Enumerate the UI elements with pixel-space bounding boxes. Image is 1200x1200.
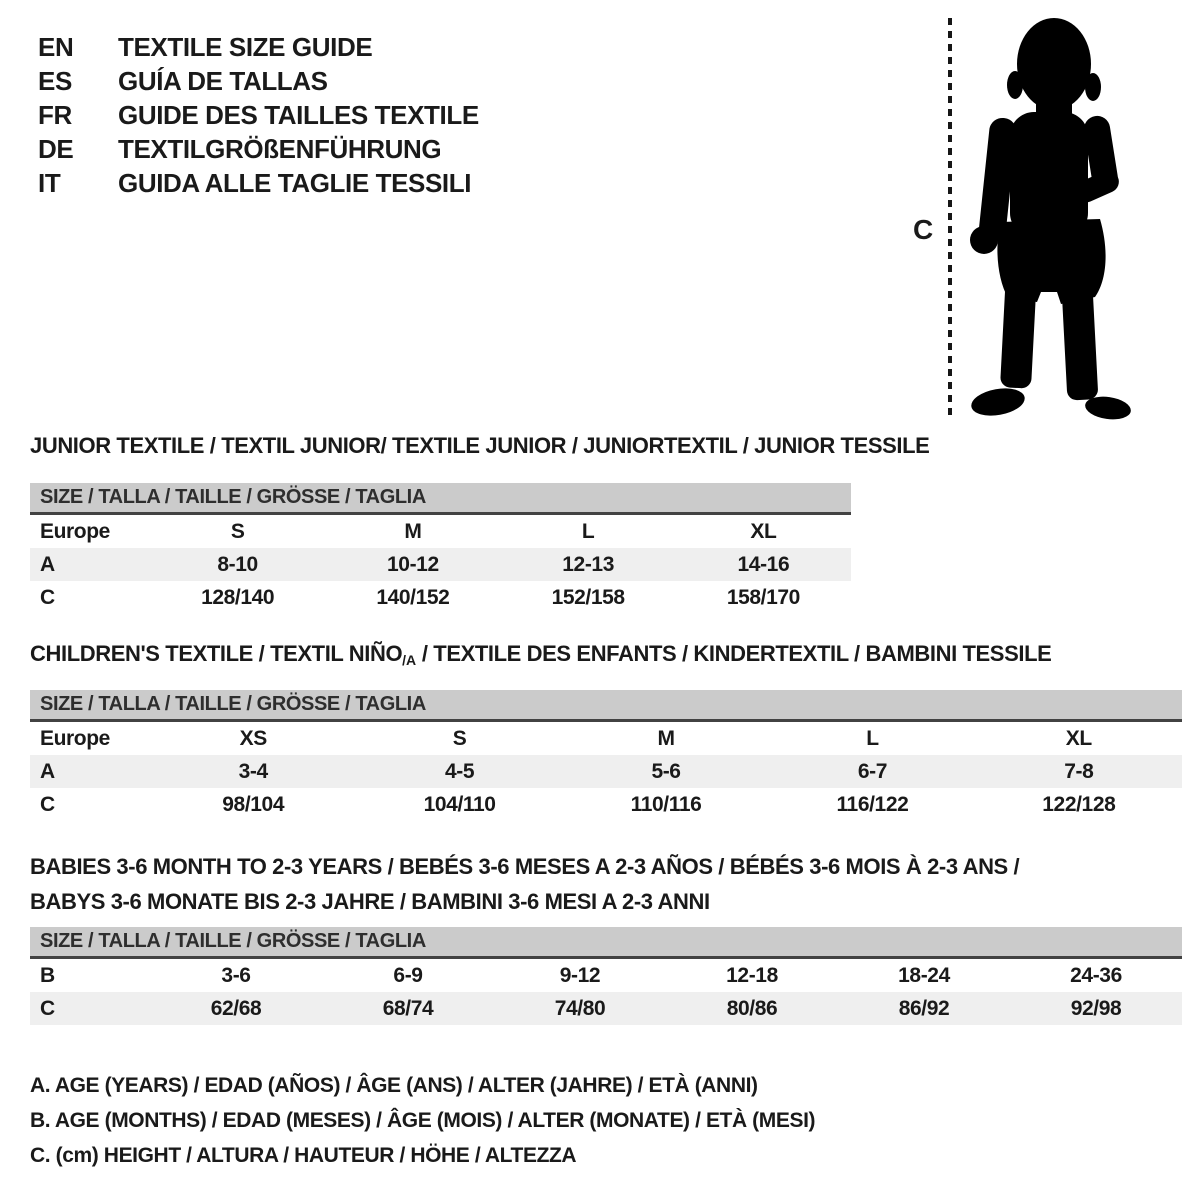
height-measure-dashed-line bbox=[948, 18, 952, 416]
height-cell: 122/128 bbox=[1042, 793, 1116, 816]
size-header-bar: SIZE / TALLA / TAILLE / GRÖSSE / TAGLIA bbox=[30, 927, 1182, 959]
size-cell: XL bbox=[750, 520, 777, 543]
height-cell: 158/170 bbox=[726, 586, 800, 609]
height-cell: 86/92 bbox=[898, 997, 950, 1020]
footnote-legend bbox=[30, 1068, 815, 1173]
size-cell: XS bbox=[239, 727, 267, 750]
height-cell: 80/86 bbox=[726, 997, 778, 1020]
size-header-bar: SIZE / TALLA / TAILLE / GRÖSSE / TAGLIA bbox=[30, 690, 1182, 722]
table-row bbox=[30, 992, 1182, 1025]
size-header-bar: SIZE / TALLA / TAILLE / GRÖSSE / TAGLIA bbox=[30, 483, 851, 515]
row-label: C bbox=[40, 997, 55, 1020]
children-title-suffix: / TEXTILE DES ENFANTS / KINDERTEXTIL / BAMBINI TESSILE bbox=[416, 641, 1052, 666]
footnote-age-months: B. AGE (MONTHS) / EDAD (MESES) / ÂGE (MOIS) / ALTER (MONATE) / ETÀ (MESI) bbox=[30, 1109, 816, 1132]
language-code: FR bbox=[38, 100, 72, 130]
row-label: C bbox=[40, 586, 55, 609]
footnote-height-cm: C. (cm) HEIGHT / ALTURA / HAUTEUR / HÖHE / ALTEZZA bbox=[30, 1144, 577, 1167]
language-row-en bbox=[38, 30, 479, 64]
row-label: A bbox=[40, 760, 55, 783]
table-row bbox=[30, 722, 1182, 755]
height-cell: 92/98 bbox=[1070, 997, 1122, 1020]
size-cell: XL bbox=[1065, 727, 1092, 750]
language-row-it bbox=[38, 166, 479, 200]
size-cell: S bbox=[452, 727, 467, 750]
size-cell: M bbox=[657, 727, 675, 750]
row-label: C bbox=[40, 793, 55, 816]
guide-title: GUIDA ALLE TAGLIE TESSILI bbox=[118, 168, 472, 198]
row-label: B bbox=[40, 964, 55, 987]
guide-title: GUIDE DES TAILLES TEXTILE bbox=[118, 100, 479, 130]
guide-title: TEXTILE SIZE GUIDE bbox=[118, 32, 373, 62]
height-cell: 116/122 bbox=[836, 793, 909, 816]
language-row-de bbox=[38, 132, 479, 166]
age-cell: 4-5 bbox=[445, 760, 475, 783]
age-cell: 14-16 bbox=[737, 553, 790, 576]
children-section-title bbox=[30, 641, 1051, 667]
age-cell: 12-13 bbox=[562, 553, 614, 576]
height-cell: 68/74 bbox=[382, 997, 434, 1020]
language-row-fr bbox=[38, 98, 479, 132]
junior-size-table bbox=[30, 483, 851, 614]
age-cell: 6-9 bbox=[393, 964, 423, 987]
age-cell: 24-36 bbox=[1070, 964, 1122, 987]
size-cell: L bbox=[866, 727, 879, 750]
table-row bbox=[30, 548, 851, 581]
table-row bbox=[30, 788, 1182, 821]
height-measure-label: C bbox=[913, 214, 933, 245]
language-row-es bbox=[38, 64, 479, 98]
age-cell: 9-12 bbox=[559, 964, 601, 987]
row-label: Europe bbox=[40, 727, 110, 750]
height-cell: 104/110 bbox=[423, 793, 496, 816]
height-cell: 62/68 bbox=[210, 997, 262, 1020]
guide-title: TEXTILGRÖßENFÜHRUNG bbox=[118, 134, 442, 164]
age-cell: 18-24 bbox=[898, 964, 950, 987]
age-cell: 6-7 bbox=[857, 760, 887, 783]
height-cell: 74/80 bbox=[554, 997, 606, 1020]
size-cell: S bbox=[230, 520, 245, 543]
babies-section-title-line2: BABYS 3-6 MONATE BIS 2-3 JAHRE / BAMBINI 3-6 MESI A 2-3 ANNI bbox=[30, 889, 710, 914]
age-cell: 8-10 bbox=[217, 553, 258, 576]
table-row bbox=[30, 959, 1182, 992]
height-cell: 98/104 bbox=[222, 793, 285, 816]
table-row bbox=[30, 755, 1182, 788]
table-row bbox=[30, 581, 851, 614]
size-cell: M bbox=[404, 520, 422, 543]
row-label: A bbox=[40, 553, 55, 576]
age-cell: 7-8 bbox=[1064, 760, 1094, 783]
age-cell: 12-18 bbox=[726, 964, 778, 987]
guide-title: GUÍA DE TALLAS bbox=[118, 66, 328, 96]
language-code: DE bbox=[38, 134, 74, 164]
junior-section-title: JUNIOR TEXTILE / TEXTIL JUNIOR/ TEXTILE JUNIOR / JUNIORTEXTIL / JUNIOR TESSILE bbox=[30, 433, 930, 458]
age-cell: 10-12 bbox=[387, 553, 439, 576]
language-title-list bbox=[38, 30, 479, 200]
height-cell: 128/140 bbox=[201, 586, 275, 609]
toddler-silhouette-icon bbox=[960, 12, 1138, 420]
babies-section-title-line1: BABIES 3-6 MONTH TO 2-3 YEARS / BEBÉS 3-6 MESES A 2-3 AÑOS / BÉBÉS 3-6 MOIS À 2-3 ANS / bbox=[30, 854, 1020, 879]
language-code: ES bbox=[38, 66, 72, 96]
footnote-age-years: A. AGE (YEARS) / EDAD (AÑOS) / ÂGE (ANS) / ALTER (JAHRE) / ETÀ (ANNI) bbox=[30, 1074, 758, 1097]
children-title-prefix: CHILDREN'S TEXTILE / TEXTIL NIÑO bbox=[30, 641, 403, 666]
babies-size-table bbox=[30, 927, 1182, 1025]
age-cell: 5-6 bbox=[651, 760, 681, 783]
height-cell: 140/152 bbox=[376, 586, 450, 609]
table-row bbox=[30, 515, 851, 548]
age-cell: 3-4 bbox=[238, 760, 268, 783]
height-cell: 152/158 bbox=[551, 586, 625, 609]
age-cell: 3-6 bbox=[221, 964, 251, 987]
children-size-table bbox=[30, 690, 1182, 821]
children-title-sub: /A bbox=[402, 652, 417, 668]
row-label: Europe bbox=[40, 520, 110, 543]
language-code: IT bbox=[38, 168, 61, 198]
height-cell: 110/116 bbox=[630, 793, 702, 816]
language-code: EN bbox=[38, 32, 74, 62]
size-cell: L bbox=[581, 520, 595, 543]
